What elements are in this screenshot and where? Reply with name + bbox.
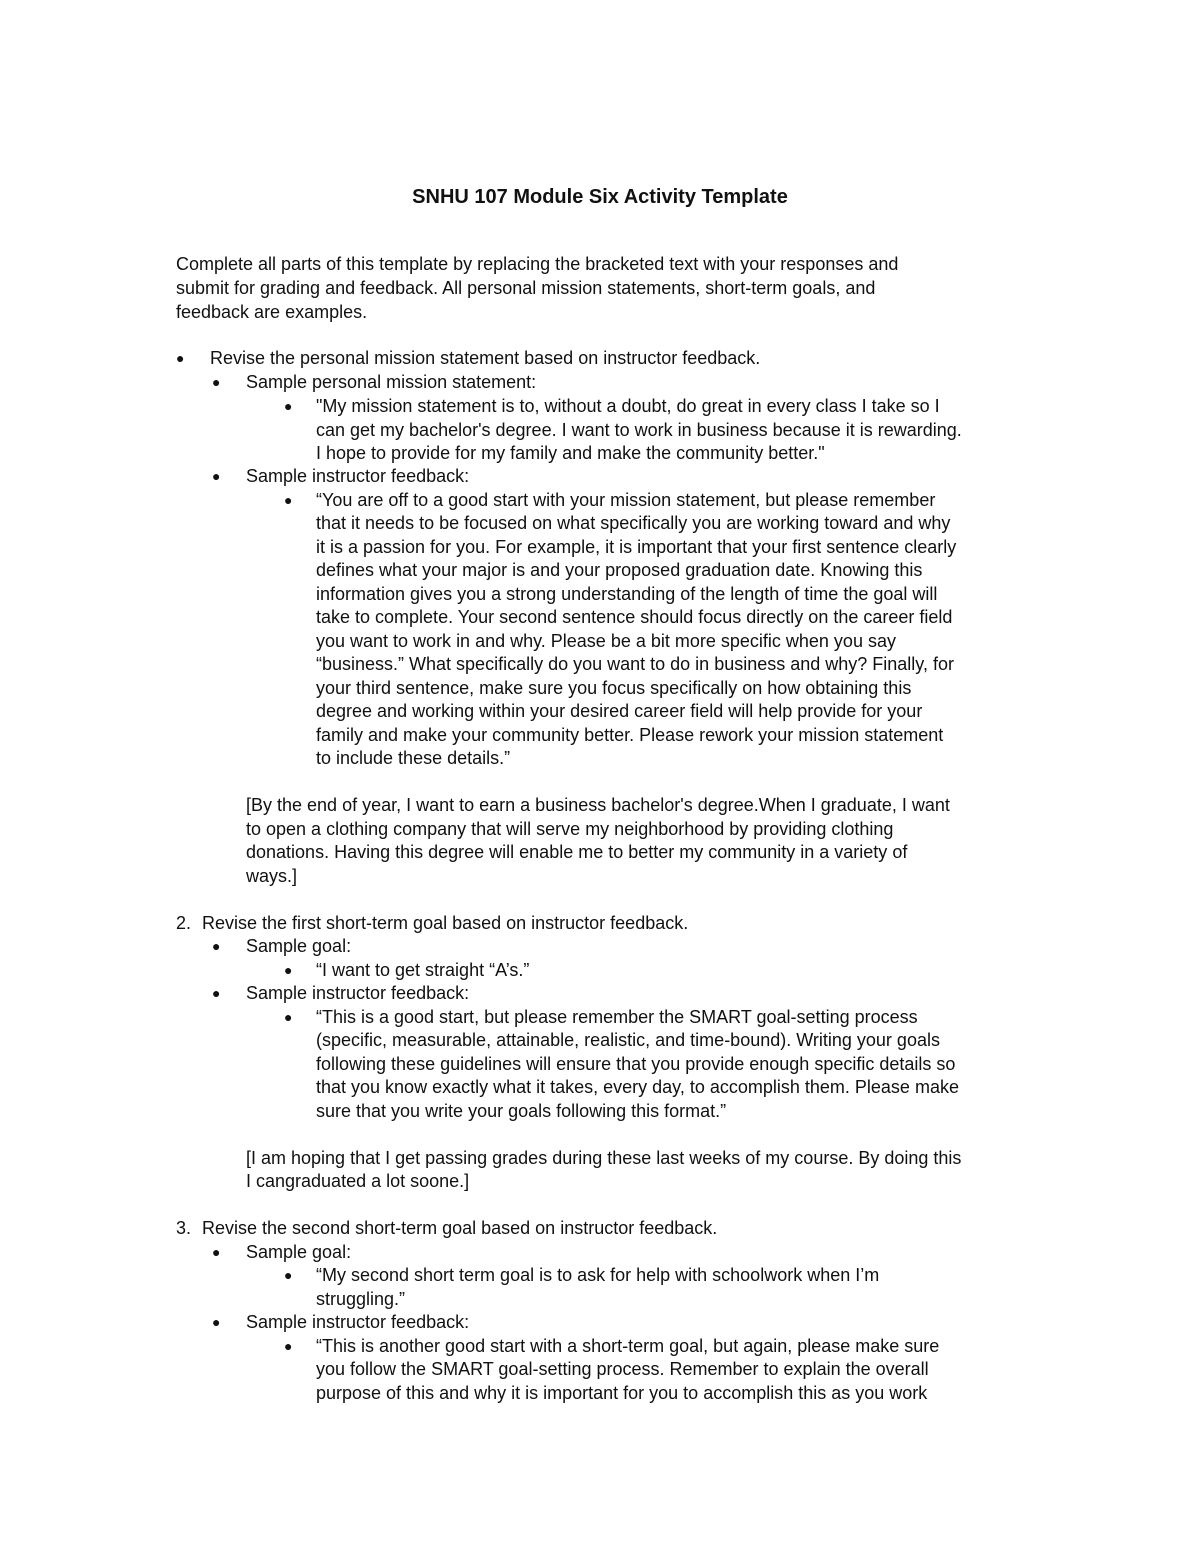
section3-number: 3. bbox=[176, 1218, 192, 1238]
section1-response-line: donations. Having this degree will enable me to better my community in a variety of bbox=[246, 842, 908, 862]
bullet-icon: ● bbox=[212, 374, 221, 390]
section1-response-line: [By the end of year, I want to earn a business bachelor's degree.When I graduate, I want bbox=[246, 795, 950, 815]
section1-sample-line: "My mission statement is to, without a doubt, do great in every class I take so I bbox=[316, 396, 940, 416]
section2-feedback-line: “This is a good start, but please remember the SMART goal-setting process bbox=[316, 1007, 918, 1027]
section3-sample-line: “My second short term goal is to ask for help with schoolwork when I’m bbox=[316, 1265, 880, 1285]
section3-heading: Revise the second short-term goal based on instructor feedback. bbox=[202, 1218, 718, 1238]
section2-feedback-label: Sample instructor feedback: bbox=[246, 983, 470, 1003]
section1-feedback-line: take to complete. Your second sentence should focus directly on the career field bbox=[316, 607, 953, 627]
section1-feedback-line: information gives you a strong understanding of the length of time the goal will bbox=[316, 584, 938, 604]
section2-number: 2. bbox=[176, 913, 192, 933]
intro-line: Complete all parts of this template by replacing the bracketed text with your responses and bbox=[176, 254, 899, 274]
section3-feedback-line: “This is another good start with a short-term goal, but again, please make sure bbox=[316, 1336, 940, 1356]
section1-feedback-line: “You are off to a good start with your mission statement, but please remember bbox=[316, 490, 936, 510]
section2-heading: Revise the first short-term goal based on instructor feedback. bbox=[202, 913, 689, 933]
section1-feedback-line: degree and working within your desired career field will help provide for your bbox=[316, 701, 923, 721]
bullet-icon: ● bbox=[212, 1244, 221, 1260]
section3-feedback-line: you follow the SMART goal-setting process. Remember to explain the overall bbox=[316, 1359, 929, 1379]
section3-sample-label: Sample goal: bbox=[246, 1242, 352, 1262]
bullet-icon: ● bbox=[176, 350, 185, 366]
section1-response-line: to open a clothing company that will serve my neighborhood by providing clothing bbox=[246, 819, 894, 839]
section2-sample-label: Sample goal: bbox=[246, 936, 352, 956]
bullet-icon: ● bbox=[284, 1267, 293, 1283]
section1-feedback-line: family and make your community better. Please rework your mission statement bbox=[316, 725, 944, 745]
section1-heading: Revise the personal mission statement based on instructor feedback. bbox=[210, 348, 761, 368]
section1-feedback-line: your third sentence, make sure you focus specifically on how obtaining this bbox=[316, 678, 912, 698]
bullet-icon: ● bbox=[212, 985, 221, 1001]
section3-feedback-line: purpose of this and why it is important for you to accomplish this as you work bbox=[316, 1383, 928, 1403]
section1-response-line: ways.] bbox=[246, 866, 298, 886]
section1-sample-line: I hope to provide for my family and make the community better." bbox=[316, 443, 825, 463]
section1-sample-line: can get my bachelor's degree. I want to work in business because it is rewarding. bbox=[316, 420, 962, 440]
section2-response-line: I cangraduated a lot soone.] bbox=[246, 1171, 470, 1191]
section2-feedback-line: (specific, measurable, attainable, realistic, and time-bound). Writing your goals bbox=[316, 1030, 940, 1050]
bullet-icon: ● bbox=[284, 1338, 293, 1354]
bullet-icon: ● bbox=[212, 938, 221, 954]
document-title: SNHU 107 Module Six Activity Template bbox=[412, 186, 788, 208]
section1-feedback-line: “business.” What specifically do you want to do in business and why? Finally, for bbox=[316, 654, 954, 674]
bullet-icon: ● bbox=[284, 398, 293, 414]
section2-feedback-line: sure that you write your goals following this format.” bbox=[316, 1101, 727, 1121]
section1-feedback-line: that it needs to be focused on what specifically you are working toward and why bbox=[316, 513, 951, 533]
intro-line: submit for grading and feedback. All personal mission statements, short-term goals, and bbox=[176, 278, 876, 298]
bullet-icon: ● bbox=[212, 1314, 221, 1330]
section2-feedback-line: that you know exactly what it takes, every day, to accomplish them. Please make bbox=[316, 1077, 959, 1097]
bullet-icon: ● bbox=[284, 1009, 293, 1025]
bullet-icon: ● bbox=[284, 962, 293, 978]
section1-feedback-line: it is a passion for you. For example, it is important that your first sentence clearly bbox=[316, 537, 957, 557]
section3-feedback-label: Sample instructor feedback: bbox=[246, 1312, 470, 1332]
section1-sample-label: Sample personal mission statement: bbox=[246, 372, 537, 392]
section1-feedback-line: you want to work in and why. Please be a bit more specific when you say bbox=[316, 631, 896, 651]
section2-response-line: [I am hoping that I get passing grades during these last weeks of my course. By doing this bbox=[246, 1148, 962, 1168]
section1-feedback-label: Sample instructor feedback: bbox=[246, 466, 470, 486]
section1-feedback-line: defines what your major is and your proposed graduation date. Knowing this bbox=[316, 560, 923, 580]
section3-sample-line: struggling.” bbox=[316, 1289, 406, 1309]
section2-sample-line: “I want to get straight “A’s.” bbox=[316, 960, 530, 980]
bullet-icon: ● bbox=[284, 492, 293, 508]
section1-feedback-line: to include these details.” bbox=[316, 748, 511, 768]
bullet-icon: ● bbox=[212, 468, 221, 484]
intro-line: feedback are examples. bbox=[176, 302, 368, 322]
section2-feedback-line: following these guidelines will ensure that you provide enough specific details so bbox=[316, 1054, 956, 1074]
